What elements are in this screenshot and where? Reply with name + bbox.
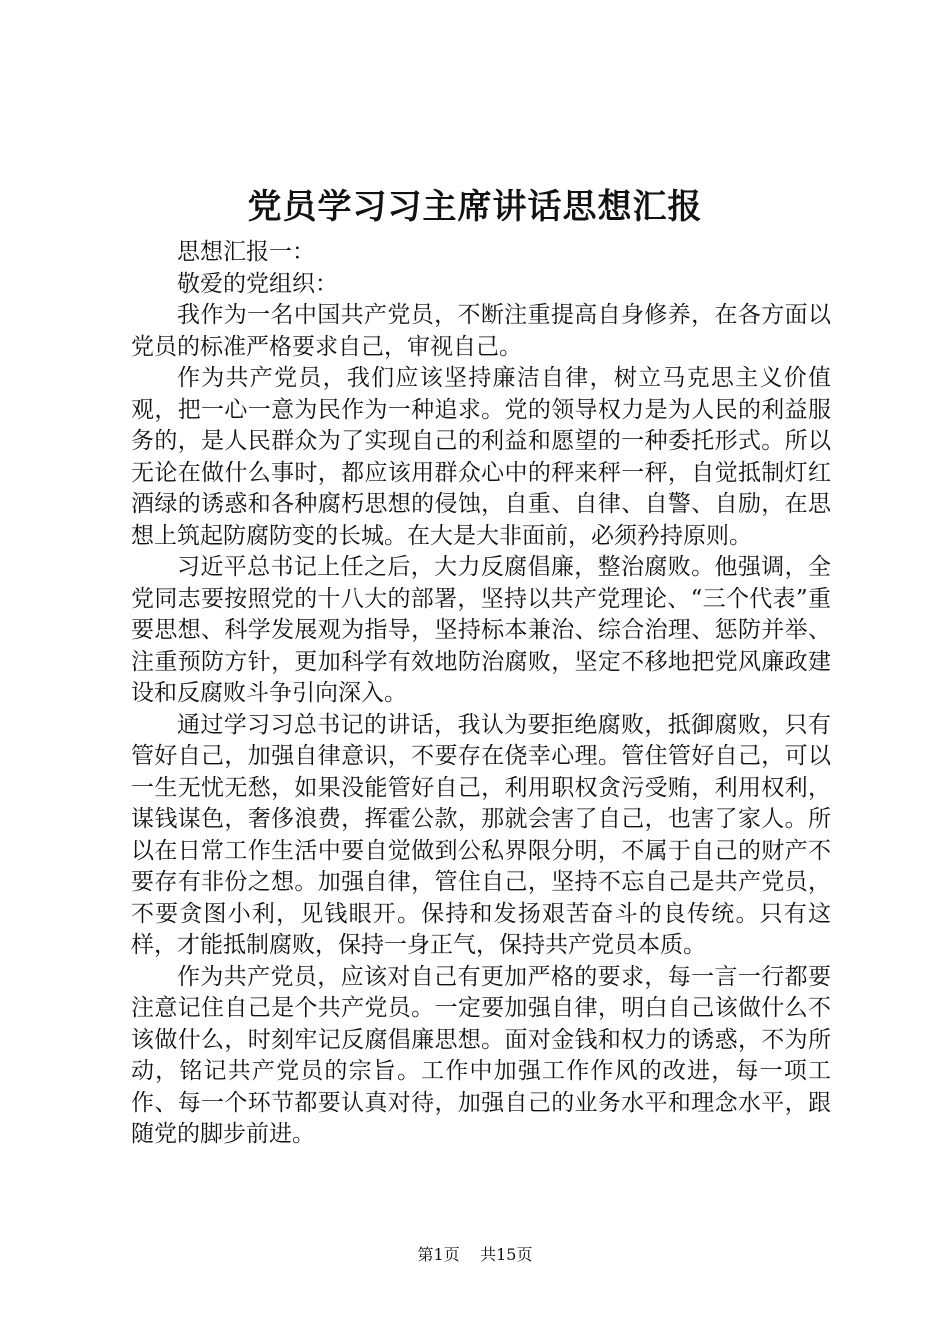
paragraph-heading: 思想汇报一：	[177, 239, 315, 265]
paragraph: 我作为一名中国共产党员，不断注重提高自身修养，在各方面以党员的标准严格要求自己，审视自己。	[131, 302, 831, 360]
paragraph-salutation: 敬爱的党组织：	[177, 270, 338, 297]
paragraph: 通过学习习总书记的讲话，我认为要拒绝腐败，抵御腐败，只有管好自己，加强自律意识，不要存在侥幸心理。管住管好自己，可以一生无忧无愁，如果没能管好自己，利用职权贪污受贿，利用权利，谋钱谋色，奢侈浪费，挥霍公款，那就会害了自己，也害了家人。所以在日常工作生活中要自觉做到公私界限分明，不属于自己的财产不要存有非份之想。加强自律，管住自己，坚持不忘自己是共产党员，不要贪图小利，见钱眼开。保持和发扬艰苦奋斗的良传统。只有这样，才能抵制腐败，保持一身正气，保持共产党员本质。	[131, 711, 831, 958]
document-title: 党员学习习主席讲话思想汇报	[247, 187, 703, 227]
document-body	[131, 237, 831, 1151]
page-number: 第1页	[417, 1245, 460, 1264]
page-total: 共15页	[480, 1245, 533, 1264]
paragraph: 习近平总书记上任之后，大力反腐倡廉，整治腐败。他强调，全党同志要按照党的十八大的部署，坚持以共产党理论、“三个代表”重要思想、科学发展观为指导，坚持标本兼治、综合治理、惩防并举、注重预防方针，更加科学有效地防治腐败，坚定不移地把党风廉政建设和反腐败斗争引向深入。	[131, 554, 831, 706]
paragraph: 作为共产党员，应该对自己有更加严格的要求，每一言一行都要注意记住自己是个共产党员。一定要加强自律，明白自己该做什么不该做什么，时刻牢记反腐倡廉思想。面对金钱和权力的诱惑，不为所动，铭记共产党员的宗旨。工作中加强工作作风的改进，每一项工作、每一个环节都要认真对待，加强自己的业务水平和理念水平，跟随党的脚步前进。	[131, 963, 831, 1147]
page-footer	[0, 1244, 950, 1266]
paragraph: 作为共产党员，我们应该坚持廉洁自律，树立马克思主义价值观，把一心一意为民作为一种追求。党的领导权力是为人民的利益服务的，是人民群众为了实现自己的利益和愿望的一种委托形式。所以无论在做什么事时，都应该用群众心中的秤来秤一秤，自觉抵制灯红酒绿的诱惑和各种腐朽思想的侵蚀，自重、自律、自警、自励，在思想上筑起防腐防变的长城。在大是大非面前，必须矜持原则。	[131, 365, 831, 549]
